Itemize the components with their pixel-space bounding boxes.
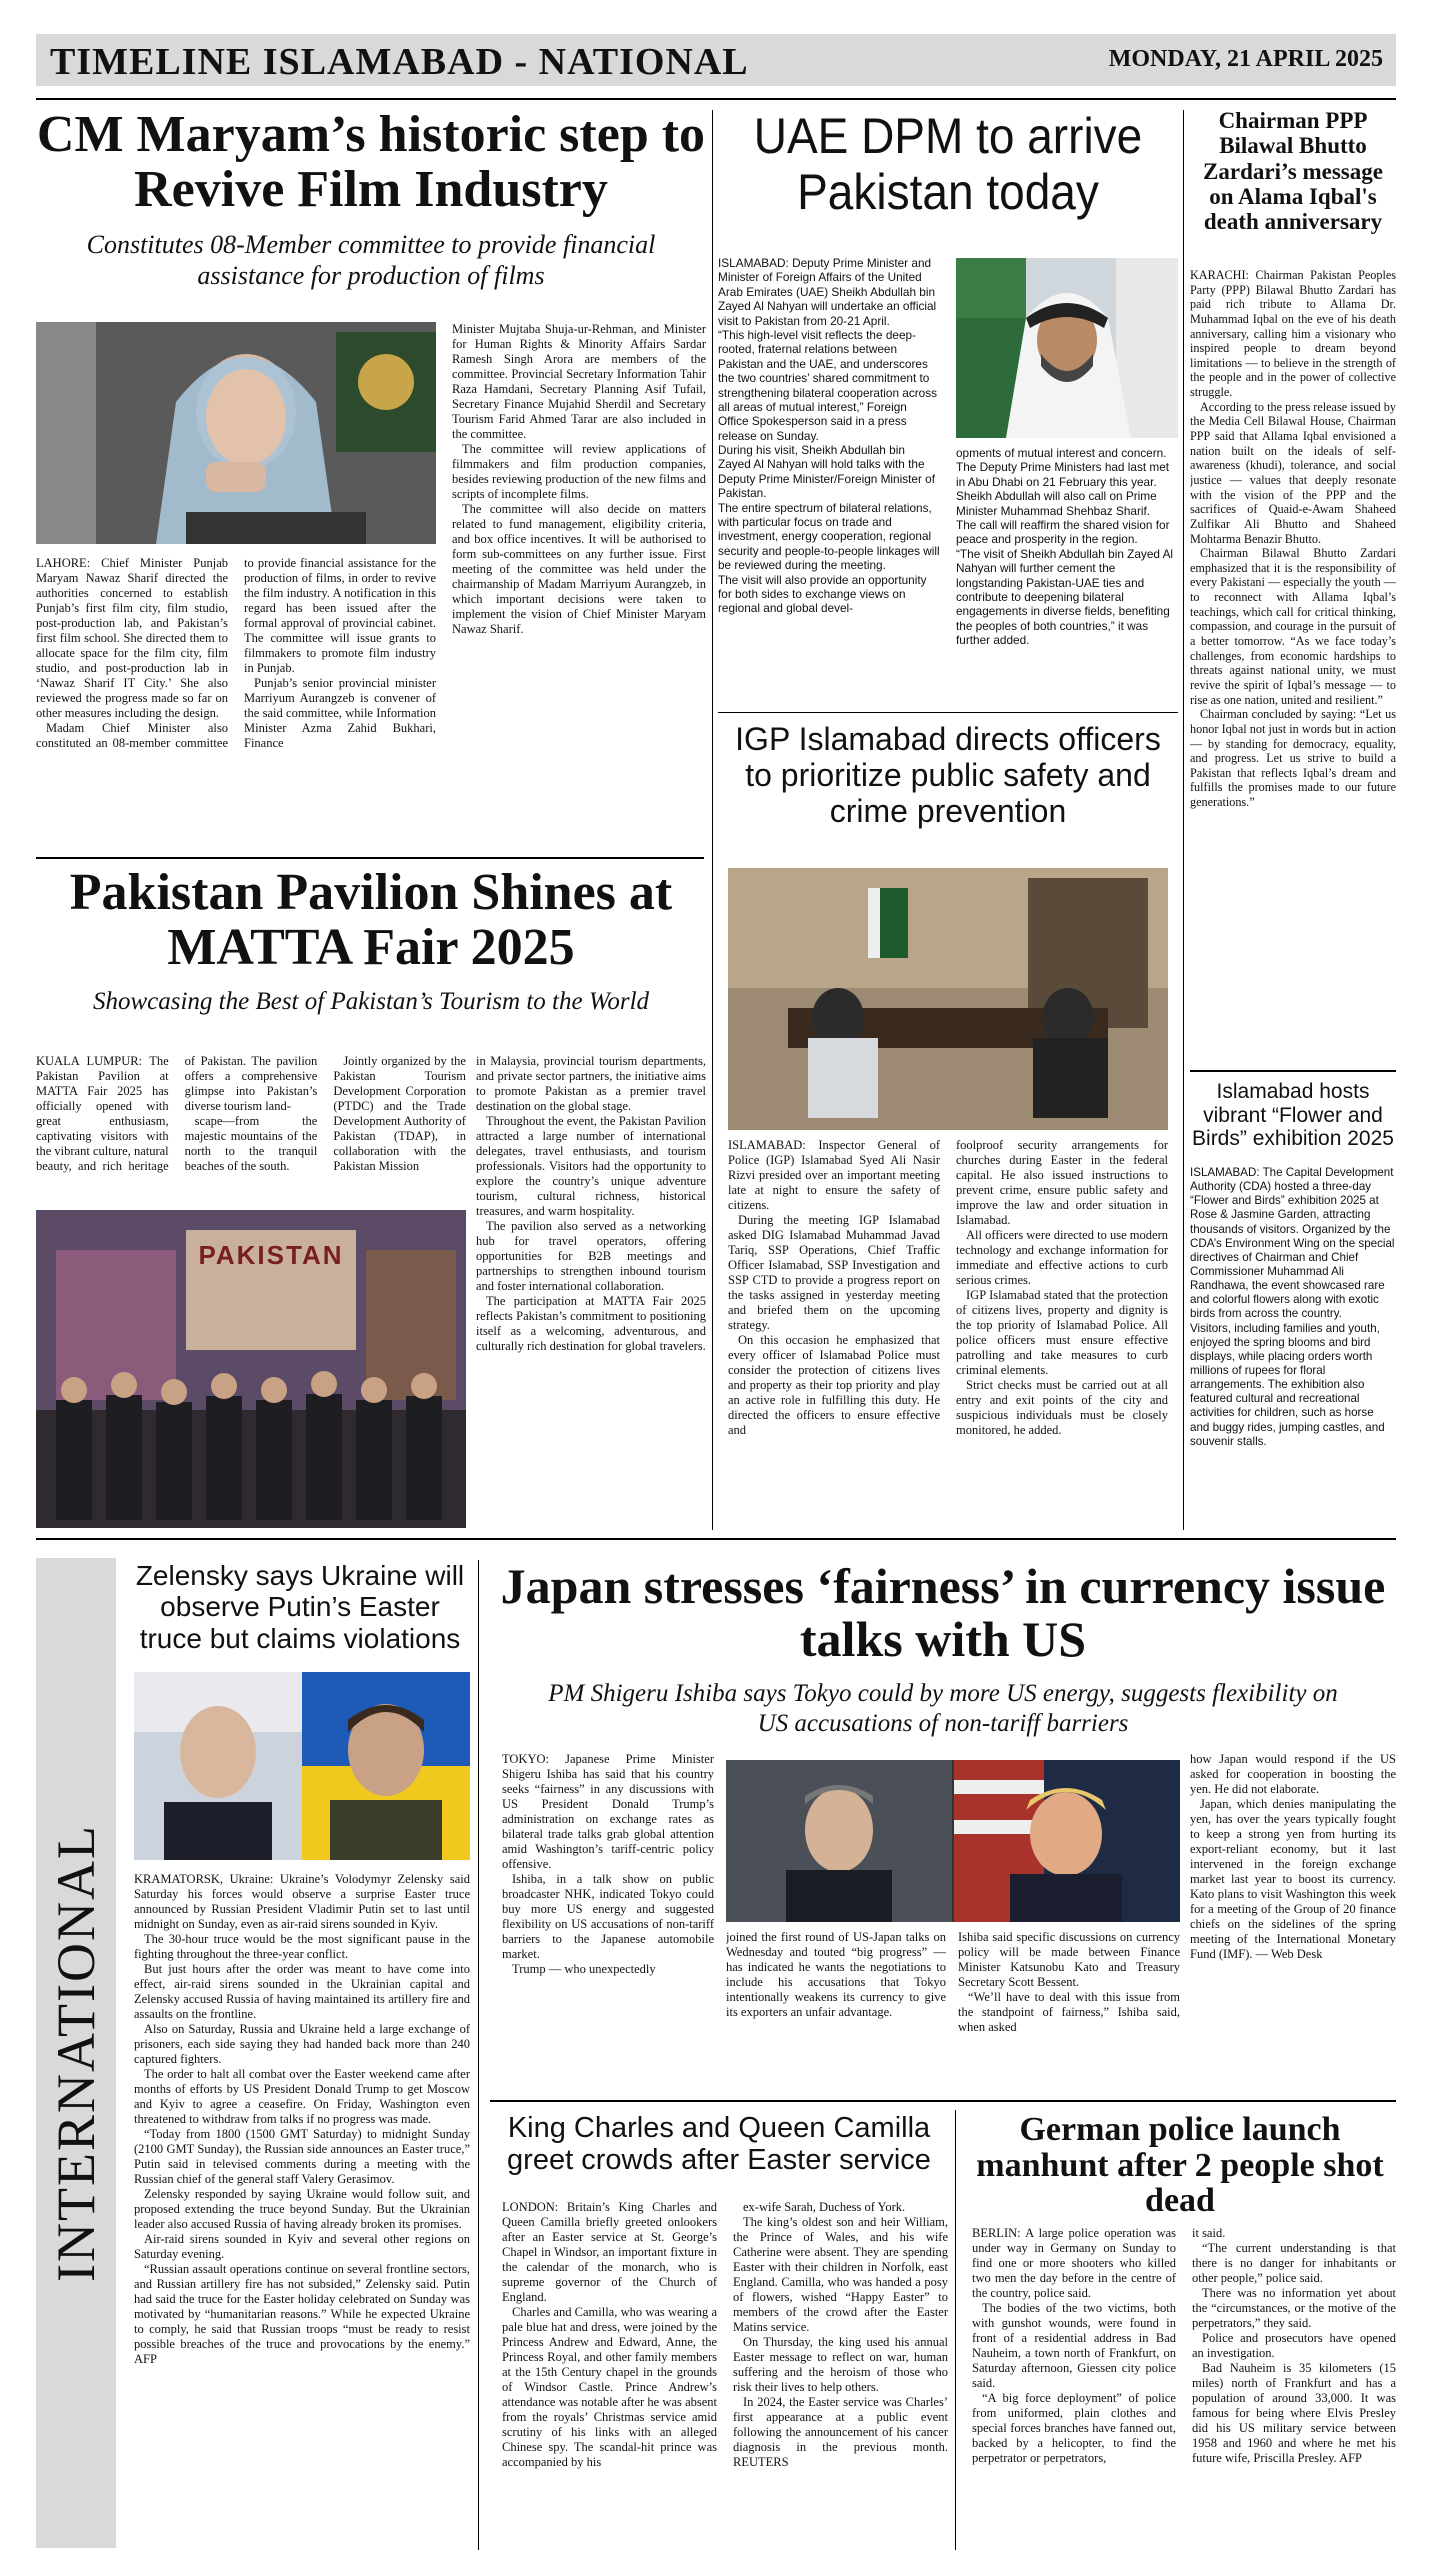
japan-paragraph: Ishiba said specific discussions on currency policy will be made between Finance Minister Katsunobu Kato and Treasury Secretary Scott Bessent. <box>958 1930 1180 1989</box>
igp-paragraph: Strict checks must be carried out at all entry and exit points of the city and suspicious individuals must be closely monitored, he added. <box>956 1378 1168 1437</box>
japan-body-col4 <box>1190 1752 1396 2092</box>
zelensky-paragraph: The order to halt all combat over the Easter weekend came after months of efforts by US President Donald Trump to get Moscow and Kyiv to agree a ceasefire. On Friday, Washington even threatened to withdraw from talks if no progress was made. <box>134 2067 470 2126</box>
flower-paragraph: Visitors, including families and youth, enjoyed the spring blooms and bird displays, while placing orders worth millions of rupees for floral arrangements. The exhibition also featured cultural and recreational activities for children, such as horse and buggy rides, jumping castles, and souvenir stalls. <box>1190 1321 1385 1448</box>
igp-body <box>728 1138 1168 1524</box>
igp-headline: IGP Islamabad directs officers to prioritize public safety and crime prevention <box>735 721 1161 829</box>
igp-photo <box>728 868 1168 1130</box>
zelensky-paragraph: Air-raid sirens sounded in Kyiv and several other regions on Saturday evening. <box>134 2232 470 2261</box>
king-paragraph: The king’s oldest son and heir William, the Prince of Wales, and his wife Catherine were absent. They are spending Easter with their children in Norfolk, east England. Camilla, who was handed a posy of flowers, wished “Happy Easter” to members of the crowd after the Easter Matins service. <box>733 2215 948 2334</box>
german-paragraph: it said. <box>1192 2226 1226 2240</box>
rule-cm-bottom <box>36 857 704 859</box>
ppp-paragraph: KARACHI: Chairman Pakistan Peoples Party (PPP) Bilawal Bhutto Zardari has paid rich tribute to Allama Dr. Muhammad Iqbal on the eve of his death anniversary, calling him a visionary who inspired people to dream beyond limitations — to believe in the strength of the people and in the power of collective struggle. <box>1190 268 1396 400</box>
flower-article <box>1190 1080 1396 1151</box>
matta-paragraph: Throughout the event, the Pakistan Pavilion attracted a large number of international delegates, travel enthusiasts, and tourism professionals. Visitors had the opportunity to explore the country’s unique adventure tourism, cultural richness, historical treasures, and warm hospitality. <box>476 1114 706 1218</box>
rule-uae-bottom <box>718 712 1178 713</box>
section-title: TIMELINE ISLAMABAD - NATIONAL <box>50 41 749 83</box>
matta-article <box>36 866 706 1017</box>
japan-body-col1 <box>502 1752 714 2092</box>
matta-body-right <box>476 1054 706 1528</box>
zelensky-paragraph: “Russian assault operations continue on several frontline sectors, and Russian artillery fire has not subsided,” Zelensky said. Putin had said the truce for the Easter holiday celebrated on Sunday was motivated by “humanitarian reasons.” While he expected Ukraine to comply, he said that Russian troops “must be ready to resist possible breaches of the truce and provocations by the enemy.” AFP <box>134 2262 470 2366</box>
matta-photo-sign: PAKISTAN <box>198 1240 344 1270</box>
igp-paragraph: IGP Islamabad stated that the protection of citizens lives, property and dignity is the top priority of Islamabad Police. All police officers must ensure effective patrolling and take measures to curb criminal elements. <box>956 1288 1168 1377</box>
japan-headline: Japan stresses ‘fairness’ in currency issue talks with US <box>500 1558 1386 1667</box>
issue-date: MONDAY, 21 APRIL 2025 <box>1108 46 1383 72</box>
uae-photo <box>956 258 1178 438</box>
cm-photo <box>36 322 436 544</box>
igp-paragraph: All officers were directed to use modern technology and exchange information for immediate and effective actions to curb serious crimes. <box>956 1228 1168 1287</box>
zelensky-paragraph: But just hours after the order was meant to have come into effect, air-raid sirens sounded in the Ukrainian capital and Zelensky accused Russia of having maintained its artillery fire and assaults on the frontline. <box>134 1962 470 2021</box>
japan-photo <box>726 1760 1180 1922</box>
zelensky-headline: Zelensky says Ukraine will observe Putin’s Easter truce but claims violations <box>135 1560 465 1654</box>
cm-article <box>36 108 706 292</box>
cm-paragraph: The committee will also decide on matters related to fund management, eligibility criteria, and box office incentives. It will be authorised to form sub-committees on any further issue. First meeting of the committee was held under the chairmanship of Madam Marriyum Aurangzeb, in which important decisions were taken to implement the vision of Chief Minister Maryam Nawaz Sharif. <box>452 502 706 636</box>
matta-paragraph: scape—from the majestic mountains of the north to the tranquil beaches of the south. <box>184 1114 318 1173</box>
ppp-paragraph: Chairman Bilawal Bhutto Zardari emphasized that it is the responsibility of every Pakistani — especially the youth — to reconnect with Allama Iqbal’s teachings, which call for critical thinking, compassion, and courage in the pursuit of a better tomorrow. “As we face today’s challenges, from economic hardships to threats against national unity, we must revive the spirit of Iqbal’s message — to rise as one nation, united and resilient.” <box>1190 546 1396 707</box>
uae-paragraph: opments of mutual interest and concern. The Deputy Prime Ministers had last met in Abu Dhabi on 21 February this year. Sheikh Abdullah will also call on Prime Minister Muhammad Shehbaz Sharif. <box>956 446 1170 518</box>
matta-paragraph: The participation at MATTA Fair 2025 reflects Pakistan’s commitment to positioning itself as a welcoming, adventurous, and culturally rich destination for global travelers. <box>476 1294 706 1353</box>
igp-photo-illustration <box>728 868 1168 1130</box>
cm-body-bottom <box>36 556 436 848</box>
matta-headline: Pakistan Pavilion Shines at MATTA Fair 2025 <box>69 864 673 976</box>
german-paragraph: There was no information yet about the “circumstances, or the motive of the perpetrators,” they said. <box>1192 2286 1396 2330</box>
uae-body-left <box>718 256 940 702</box>
igp-paragraph: foolproof security arrangements for churches during Easter in the federal capital. He also issued instructions to prevent crime, ensure public safety and improve the law and order situation in Islamabad. <box>956 1138 1168 1227</box>
german-paragraph: “A big force deployment” of police from uniformed, plain clothes and special forces branches have fanned out, backed by a helicopter, to find the perpetrator or perpetrators, <box>972 2391 1176 2465</box>
king-paragraph: In 2024, the Easter service was Charles’ first appearance at a public event following the announcement of his cancer diagnosis in the previous month. REUTERS <box>733 2395 948 2469</box>
zelensky-photo-illustration <box>134 1672 470 1860</box>
matta-paragraph: in Malaysia, provincial tourism departments, and private sector partners, the initiative aims to promote Pakistan as a premier travel destination on the global stage. <box>476 1054 706 1113</box>
cm-body-right <box>452 322 706 846</box>
king-paragraph: On Thursday, the king used his annual Easter message to reflect on war, human suffering and the heroism of those who risk their lives to help others. <box>733 2335 948 2394</box>
matta-photo <box>36 1210 466 1528</box>
flower-headline: Islamabad hosts vibrant “Flower and Birds” exhibition 2025 <box>1192 1080 1394 1151</box>
zelensky-photo <box>134 1672 470 1860</box>
uae-photo-illustration <box>956 258 1178 438</box>
german-paragraph: Police and prosecutors have opened an investigation. <box>1192 2331 1396 2360</box>
german-headline: German police launch manhunt after 2 people shot dead <box>976 2111 1384 2220</box>
uae-paragraph: “The visit of Sheikh Abdullah bin Zayed Al Nahyan will further cement the longstanding Pakistan-UAE ties and contribute to deepening bilateral engagements in diverse fields, benefiting the peoples of both countries,” it was further added. <box>956 546 1174 648</box>
japan-body-col2 <box>726 1930 946 2094</box>
cm-paragraph: LAHORE: Chief Minister Punjab Maryam Nawaz Sharif directed the authorities concerned to establish Punjab’s first film city, film studio, post-production lab, and Pakistan’s first film school. She directed them to allocate space for the film city, film studio, and post-production lab in ‘Nawaz Sharif IT City.’ She also reviewed the progress made so far on other measures including the design. <box>36 556 228 720</box>
igp-paragraph: ISLAMABAD: Inspector General of Police (IGP) Islamabad Syed Ali Nasir Rizvi presided over an important meeting late at night to ensure the safety of citizens. <box>728 1138 940 1212</box>
german-body <box>972 2226 1396 2548</box>
zelensky-paragraph: The 30-hour truce would be the most significant pause in the fighting throughout the three-year conflict. <box>134 1932 470 1961</box>
german-paragraph: BERLIN: A large police operation was under way in Germany on Sunday to find one or more shooters who killed two men the day before in the centre of the country, police said. <box>972 2226 1176 2300</box>
japan-article <box>490 1560 1396 1739</box>
ppp-article <box>1190 108 1396 234</box>
japan-paragraph: Ishiba, in a talk show on public broadcaster NHK, indicated Tokyo could buy more US energy and suggested flexibility on US accusations of non-tariff barriers to the Japanese automobile market. <box>502 1872 714 1961</box>
igp-paragraph: During the meeting IGP Islamabad asked DIG Islamabad Muhammad Javad Tariq, SSP Operations, Chief Traffic Officer Islamabad, SSP Investigation and SSP CTD to provide a progress report on the tasks assigned in yesterday meeting and briefed them on the upcoming strategy. <box>728 1213 940 1332</box>
japan-paragraph: Trump — who unexpectedly <box>512 1962 656 1976</box>
uae-paragraph: During his visit, Sheikh Abdullah bin Zayed Al Nahyan will hold talks with the Deputy Prime Minister/Foreign Minister of Pakistan. <box>718 443 935 501</box>
rule-king-german <box>955 2110 956 2550</box>
japan-subhead: PM Shigeru Ishiba says Tokyo could by more US energy, suggests flexibility on US accusations of non-tariff barriers <box>548 1680 1338 1737</box>
king-paragraph: Charles and Camilla, who was wearing a pale blue hat and dress, were joined by the Princess Andrew and Edward, Anne, the Princess Royal, and other family members at the 15th Century chapel in the grounds of Windsor Castle. Prince Andrew’s attendance was notable after he was absent from the royals’ Christmas service amid scrutiny of his links with an alleged Chinese spy. The scandal-hit prince was accompanied by his <box>502 2305 717 2469</box>
king-article <box>490 2112 948 2177</box>
ppp-headline: Chairman PPP Bilawal Bhutto Zardari’s message on Alama Iqbal's death anniversary <box>1203 108 1383 235</box>
flower-body <box>1190 1166 1396 1530</box>
japan-body-col3 <box>958 1930 1180 2094</box>
cm-paragraph: Punjab’s senior provincial minister Marriyum Aurangzeb is convener of the said committee, while Information Minister Azma Zahid Bukhari, Finance <box>244 676 436 750</box>
cm-headline: CM Maryam’s historic step to Revive Film Industry <box>36 106 706 218</box>
zelensky-paragraph: Zelensky responded by saying Ukraine would follow suit, and proposed extending the truce beyond Sunday. But the Ukrainian leader also accused Russia of having already broken its promises. <box>134 2187 470 2231</box>
german-article <box>964 2112 1396 2219</box>
uae-paragraph: ISLAMABAD: Deputy Prime Minister and Minister of Foreign Affairs of the United Arab Emirates (UAE) Sheikh Abdullah bin Zayed Al Nahyan will undertake an official visit to Pakistan from 20-21 April. <box>718 256 937 328</box>
matta-body-top <box>36 1054 466 1204</box>
ppp-body <box>1190 268 1396 1062</box>
matta-paragraph: KUALA LUMPUR: The Pakistan Pavilion at MATTA Fair 2025 has officially opened with great enthusiasm, captivating visitors with the vibrant culture, natural beauty, and rich heritage of Pakistan. The pavilion offers a comprehensive glimpse into Pakistan’s diverse tourism land- <box>36 1054 318 1173</box>
german-paragraph: “The current understanding is that there is no danger for inhabitants or other people,” police said. <box>1192 2241 1396 2285</box>
uae-headline: UAE DPM to arrive Pakistan today <box>753 108 1143 220</box>
rule-intl-col <box>478 1560 479 2550</box>
japan-paragraph: joined the first round of US-Japan talks on Wednesday and touted “big progress” — has indicated he wants the negotiations to include his accusations that Tokyo intentionally weakens its currency to give its exporters an unfair advantage. <box>726 1930 946 2019</box>
japan-paragraph: TOKYO: Japanese Prime Minister Shigeru Ishiba has said that his country seeks “fairness” in any discussions with US President Donald Trump’s administration on exchange rates as bilateral trade talks grab global attention amid Washington’s tariff-centric policy offensive. <box>502 1752 714 1871</box>
uae-paragraph: The entire spectrum of bilateral relations, with particular focus on trade and investment, energy cooperation, regional security and people-to-people linkages will be reviewed during the meeting. <box>718 500 940 573</box>
matta-subhead: Showcasing the Best of Pakistan’s Tourism to the World <box>92 988 650 1016</box>
igp-article <box>718 722 1178 829</box>
king-headline: King Charles and Queen Camilla greet crowds after Easter service <box>507 2112 931 2177</box>
rule-col-2 <box>1183 110 1184 1530</box>
cm-paragraph: The committee will review applications of filmmakers and film production companies, besides reviewing production of the new films and scripts of incomplete films. <box>452 442 706 501</box>
zelensky-paragraph: “Today from 1800 (1500 GMT Saturday) to midnight Sunday (2100 GMT Sunday), the Russian side announces an Easter truce,” Putin said in televised comments during a meeting with the Russian chief of the general staff Valery Gerasimov. <box>134 2127 470 2186</box>
uae-paragraph: The visit will also provide an opportunity for both sides to exchange views on regional and global devel- <box>718 572 927 616</box>
cm-subhead: Constitutes 08-Member committee to provide financial assistance for production of films <box>86 230 656 291</box>
international-label-text: INTERNATIONAL <box>46 1824 106 2282</box>
rule-intl-top <box>36 1538 1396 1540</box>
zelensky-article <box>130 1560 470 1654</box>
king-paragraph: LONDON: Britain’s King Charles and Queen Camilla briefly greeted onlookers after an Easter service at St. George’s Chapel in Windsor, an important fixture in the calendar of the monarch, who is supreme governor of the Church of England. <box>502 2200 717 2304</box>
zelensky-paragraph: KRAMATORSK, Ukraine: Ukraine’s Volodymyr Zelensky said Saturday his forces would observe a surprise Easter truce announced by Russian President Vladimir Putin set to last until midnight on Sunday, even as air-raid sirens sounded in Kyiv. <box>134 1872 470 1931</box>
ppp-paragraph: Chairman concluded by saying: “Let us honor Iqbal not just in words but in action — by standing for democracy, equality, and progress. Let us strive to build a Pakistan that reflects Iqbal’s dream and fulfills the promises made to our future generations.” <box>1190 707 1396 810</box>
uae-article <box>718 108 1178 220</box>
uae-body-right <box>956 446 1178 704</box>
matta-paragraph: Jointly organized by the Pakistan Tourism Development Corporation (PTDC) and the Trade Development Authority of Pakistan (TDAP), in collaboration with the Pakistan Mission <box>333 1054 466 1173</box>
matta-paragraph: The pavilion also served as a networking hub for travel operators, offering opportunities for B2B meetings and partnerships to strengthen inbound tourism and foster international collaboration. <box>476 1219 706 1293</box>
cm-paragraph: Madam Chief Minister also constituted an 08-member committee to provide financial assistance for the production of films, in order to revive the film industry. A notification in this regard has been issued after the formal approval of provincial cabinet. The committee will issue grants to filmmakers to promote film industry in Punjab. <box>36 556 436 750</box>
igp-paragraph: On this occasion he emphasized that every officer of Islamabad Police must consider the protection of citizens lives and property as their top priority and play an active role in fulfilling this duty. He directed the officers to ensure effective and <box>728 1333 940 1437</box>
cm-paragraph: Minister Mujtaba Shuja-ur-Rehman, and Minister for Human Rights & Minority Affairs Sardar Ramesh Singh Arora are members of the committee. Provincial Secretary Information Tahir Raza Hamdani, Secretary Planning Asif Tufail, Secretary Finance Mujahid Sherdil and Secretary Tourism Farid Ahmed Tarar are also included in the committee. <box>452 322 706 441</box>
rule-col-1 <box>712 110 713 1530</box>
japan-photo-illustration <box>726 1760 1180 1922</box>
japan-paragraph: “We’ll have to deal with this issue from the standpoint of fairness,” Ishiba said, when asked <box>958 1990 1180 2034</box>
international-section-label <box>36 1558 116 2548</box>
rule-top <box>36 98 1396 100</box>
cm-photo-illustration <box>36 322 436 544</box>
king-paragraph: ex-wife Sarah, Duchess of York. <box>743 2200 906 2214</box>
japan-paragraph: Japan, which denies manipulating the yen, has over the years typically fought to keep a strong yen from hurting its export-reliant economy, but it last intervened in the foreign exchange market last year to boost its currency. Kato plans to visit Washington this week for a meeting of the Group of 20 finance chiefs on the sidelines of the spring meeting of the International Monetary Fund (IMF). — Web Desk <box>1190 1797 1396 1961</box>
ppp-paragraph: According to the press release issued by the Media Cell Bilawal House, Chairman PPP said that Allama Iqbal envisioned a nation built on the ideals of self-awareness (khudi), tolerance, and social justice — values that deeply resonate with the vision of the PPP and the sacrifices of Quaid-e-Awam Shaheed Zulfikar Ali Bhutto and Shaheed Mohtarma Benazir Bhutto. <box>1190 399 1396 546</box>
rule-ppp-bottom <box>1190 1070 1396 1072</box>
zelensky-body <box>134 1872 470 2548</box>
german-paragraph: Bad Nauheim is 35 kilometers (15 miles) north of Frankfurt and has a population of around 33,000. It was famous for being where Elvis Presley did his US military service between 1958 and 1960 and where he met his future wife, Priscilla Presley. AFP <box>1192 2361 1396 2465</box>
german-paragraph: The bodies of the two victims, both with gunshot wounds, were found in front of a residential address in Bad Nauheim, a town north of Frankfurt, on Saturday afternoon, Giessen city police said. <box>972 2301 1176 2390</box>
zelensky-paragraph: Also on Saturday, Russia and Ukraine held a large exchange of prisoners, each side saying they had handed back more than 240 captured fighters. <box>134 2022 470 2066</box>
uae-paragraph: “This high-level visit reflects the deep-rooted, fraternal relations between Pakistan and the UAE, and underscores the two countries’ shared commitment to strengthening bilateral cooperation across all areas of mutual interest,” Foreign Office Spokesperson said in a press release on Sunday. <box>718 327 938 443</box>
japan-paragraph: how Japan would respond if the US asked for cooperation in boosting the yen. He did not elaborate. <box>1190 1752 1396 1796</box>
king-body <box>502 2200 948 2548</box>
flower-paragraph: ISLAMABAD: The Capital Development Authority (CDA) hosted a three-day “Flower and Birds” exhibition 2025 at Rose & Jasmine Garden, attracting thousands of visitors. Organized by the CDA’s Environment Wing on the special directives of Chairman and Chief Commissioner Muhammad Ali Randhawa, the event showcased rare and colorful flowers along with exotic birds from across the country. <box>1190 1166 1395 1321</box>
uae-paragraph: The call will reaffirm the shared vision for peace and prosperity in the region. <box>956 517 1170 547</box>
rule-japan-bottom <box>490 2100 1396 2102</box>
